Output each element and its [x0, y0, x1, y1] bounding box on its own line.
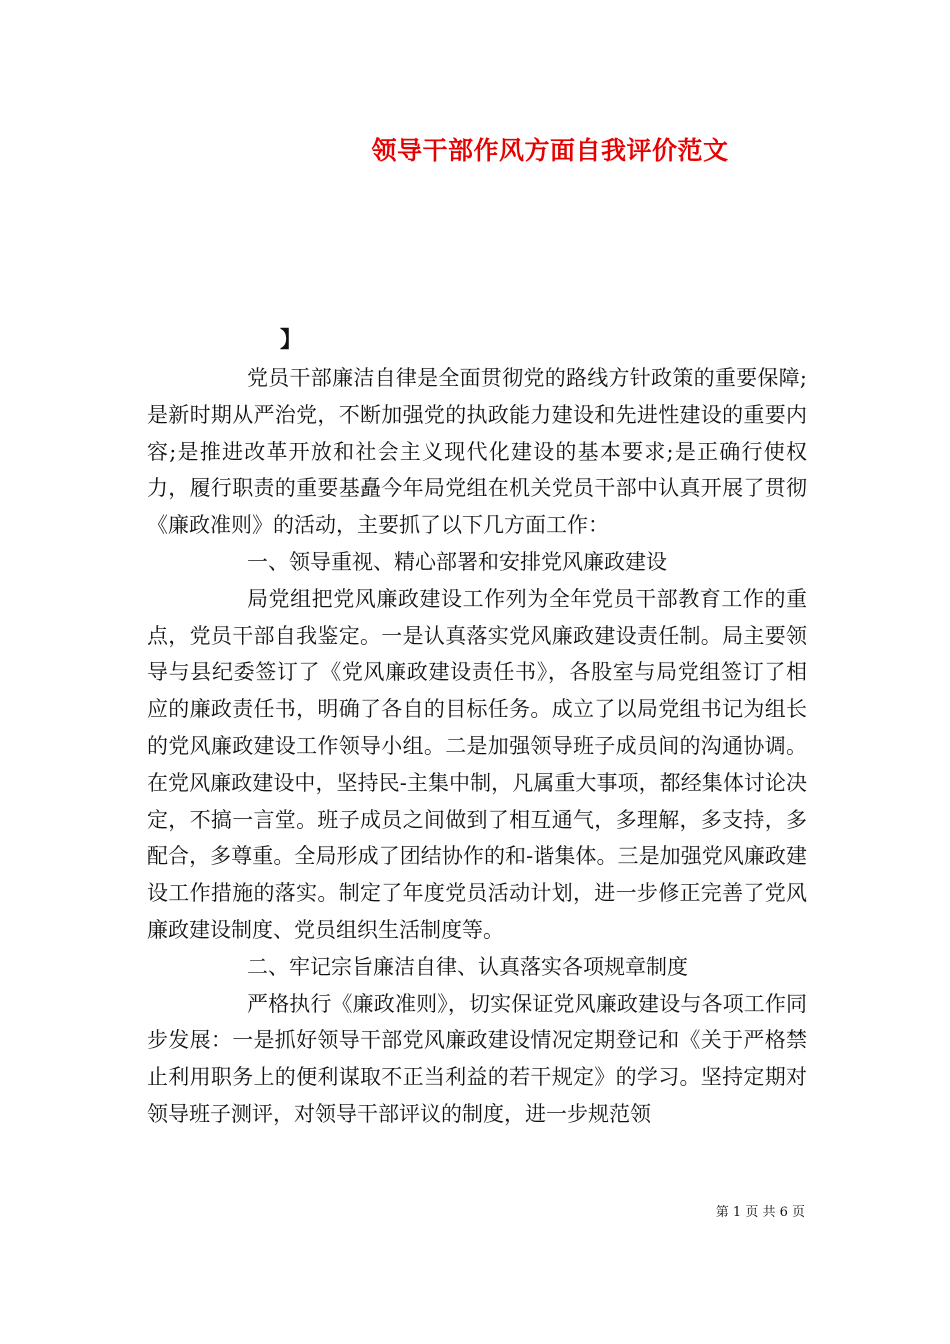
paragraph-section-1: 局党组把党风廉政建设工作列为全年党员干部教育工作的重点，党员干部自我鉴定。一是认真落实党风廉政建设责任制。局主要领导与县纪委签订了《党风廉政建设责任书》，各股室与局党组签订了相应的廉政责任书，明确了各自的目标任务。成立了以局党组书记为组长的党风廉政建设工作领导小组。二是加强领导班子成员间的沟通协调。在党风廉政建设中，坚持民-主集中制，凡属重大事项，都经集体讨论决定，不搞一言堂。班子成员之间做到了相互通气，多理解，多支持，多配合，多尊重。全局形成了团结协作的和-谐集体。三是加强党风廉政建设工作措施的落实。制定了年度党员活动计划，进一步修正完善了党风廉政建设制度、党员组织生活制度等。 — [147, 586, 807, 942]
paragraph-section-2: 严格执行《廉政准则》，切实保证党风廉政建设与各项工作同步发展：一是抓好领导干部党风廉政建设情况定期登记和《关于严格禁止利用职务上的便利谋取不正当利益的若干规定》的学习。坚持定期对领导班子测评，对领导干部评议的制度，进一步规范领 — [147, 991, 807, 1126]
document-body — [147, 360, 807, 1133]
bracket-mark: 】 — [280, 327, 303, 353]
page-footer: 第 1 页 共 6 页 — [715, 1205, 805, 1220]
section-heading-2: 二、牢记宗旨廉洁自律、认真落实各项规章制度 — [247, 954, 688, 979]
section-heading-1: 一、领导重视、精心部署和安排党风廉政建设 — [247, 549, 667, 574]
paragraph-intro: 党员干部廉洁自律是全面贯彻党的路线方针政策的重要保障;是新时期从严治党，不断加强党的执政能力建设和先进性建设的重要内容;是推进改革开放和社会主义现代化建设的基本要求;是正确行使权力，履行职责的重要基矗今年局党组在机关党员干部中认真开展了贯彻《廉政准则》的活动，主要抓了以下几方面工作： — [147, 366, 807, 538]
page-title: 领导干部作风方面自我评价范文 — [371, 136, 729, 165]
